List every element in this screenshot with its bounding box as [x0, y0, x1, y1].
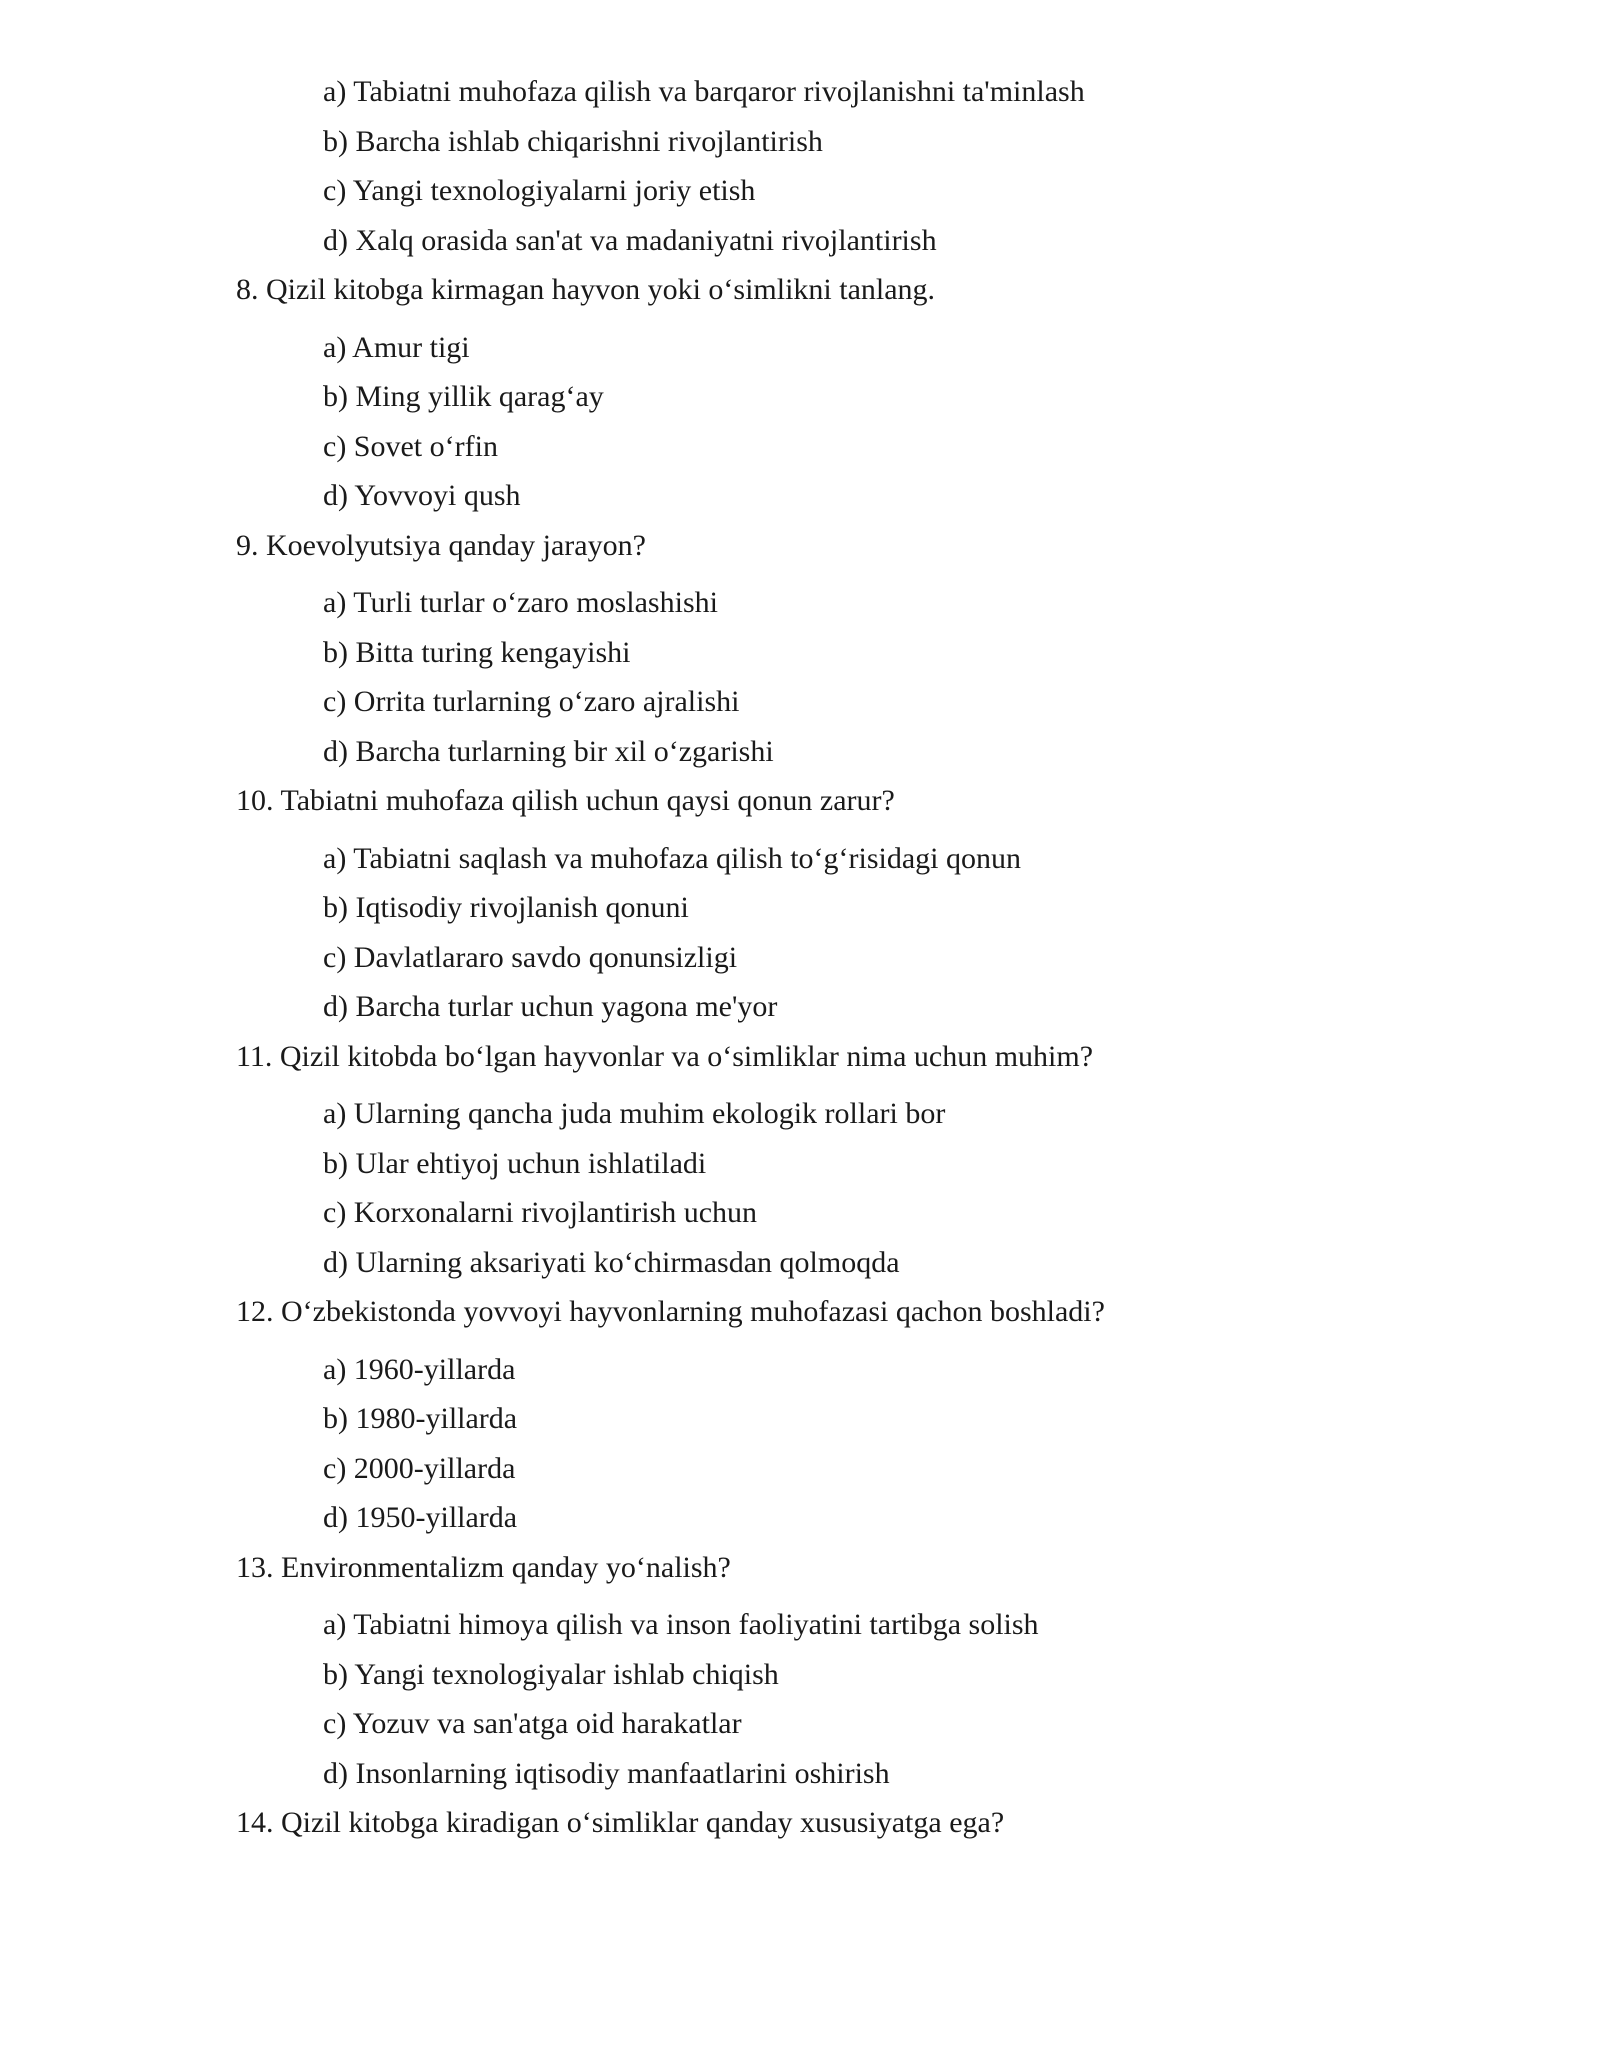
- question-line: 11. Qizil kitobda bo‘lgan hayvonlar va o‘simliklar nima uchun muhim?: [236, 1040, 1094, 1073]
- option-line: b) Barcha ishlab chiqarishni rivojlantirish: [323, 125, 823, 158]
- option-line: a) Tabiatni himoya qilish va inson faoliyatini tartibga solish: [323, 1608, 1039, 1641]
- option-line: a) Tabiatni saqlash va muhofaza qilish to‘g‘risidagi qonun: [323, 842, 1022, 875]
- option-line: b) Ming yillik qarag‘ay: [323, 380, 604, 413]
- option-line: c) Sovet o‘rfin: [323, 430, 498, 463]
- option-line: a) Ularning qancha juda muhim ekologik rollari bor: [323, 1097, 946, 1130]
- option-line: c) Yangi texnologiyalarni joriy etish: [323, 174, 756, 207]
- option-line: d) Insonlarning iqtisodiy manfaatlarini oshirish: [323, 1757, 890, 1790]
- option-line: c) 2000-yillarda: [323, 1452, 516, 1485]
- option-line: b) 1980-yillarda: [323, 1402, 518, 1435]
- option-line: a) Amur tigi: [323, 331, 470, 364]
- option-line: a) Tabiatni muhofaza qilish va barqaror rivojlanishni ta'minlash: [323, 75, 1085, 108]
- option-line: c) Davlatlararo savdo qonunsizligi: [323, 941, 738, 974]
- option-line: b) Bitta turing kengayishi: [323, 636, 631, 669]
- option-line: d) Xalq orasida san'at va madaniyatni rivojlantirish: [323, 224, 937, 257]
- question-line: 10. Tabiatni muhofaza qilish uchun qaysi qonun zarur?: [236, 784, 895, 817]
- question-line: 8. Qizil kitobga kirmagan hayvon yoki o‘simlikni tanlang.: [236, 273, 936, 306]
- option-line: b) Iqtisodiy rivojlanish qonuni: [323, 891, 689, 924]
- question-line: 9. Koevolyutsiya qanday jarayon?: [236, 529, 646, 562]
- option-line: c) Yozuv va san'atga oid harakatlar: [323, 1707, 742, 1740]
- option-line: c) Orrita turlarning o‘zaro ajralishi: [323, 685, 740, 718]
- option-line: d) Ularning aksariyati ko‘chirmasdan qolmoqda: [323, 1246, 900, 1279]
- option-line: b) Yangi texnologiyalar ishlab chiqish: [323, 1658, 779, 1691]
- option-line: d) Barcha turlar uchun yagona me'yor: [323, 990, 778, 1023]
- option-line: b) Ular ehtiyoj uchun ishlatiladi: [323, 1147, 707, 1180]
- question-line: 14. Qizil kitobga kiradigan o‘simliklar qanday xususiyatga ega?: [236, 1806, 1005, 1839]
- option-line: a) Turli turlar o‘zaro moslashishi: [323, 586, 718, 619]
- option-line: d) 1950-yillarda: [323, 1501, 518, 1534]
- question-line: 12. O‘zbekistonda yovvoyi hayvonlarning muhofazasi qachon boshladi?: [236, 1295, 1105, 1328]
- option-line: c) Korxonalarni rivojlantirish uchun: [323, 1196, 758, 1229]
- option-line: d) Yovvoyi qush: [323, 479, 521, 512]
- option-line: d) Barcha turlarning bir xil o‘zgarishi: [323, 735, 774, 768]
- question-line: 13. Environmentalizm qanday yo‘nalish?: [236, 1551, 731, 1584]
- option-line: a) 1960-yillarda: [323, 1353, 516, 1386]
